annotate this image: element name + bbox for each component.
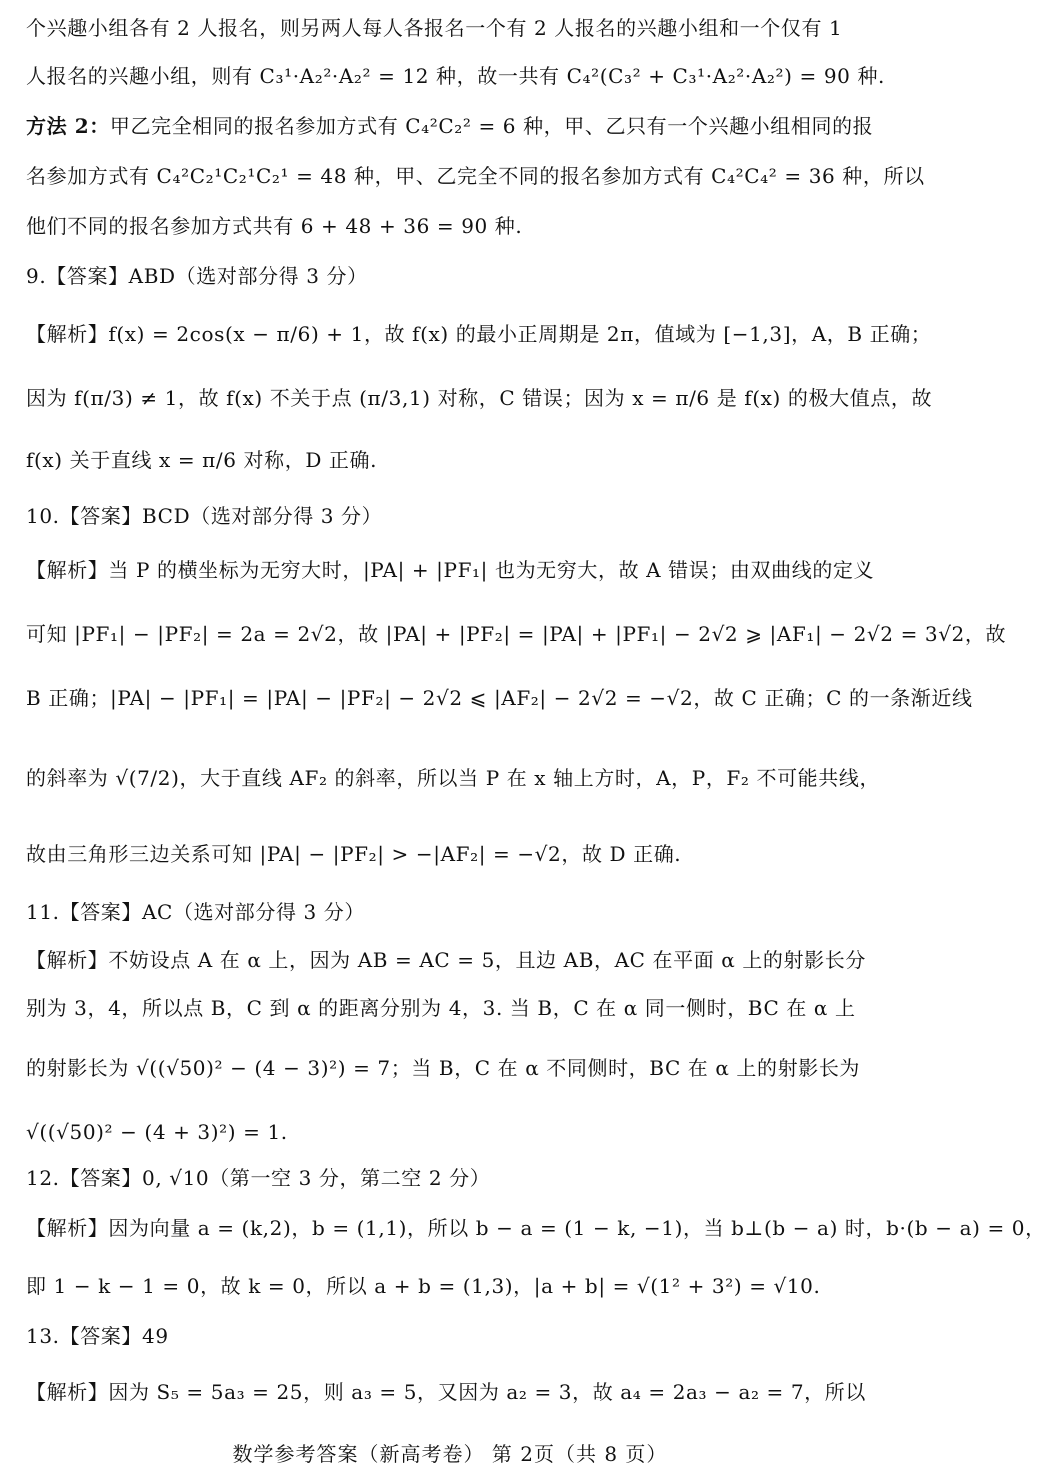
text-line: 即 1 − k − 1 = 0，故 k = 0，所以 a + b = (1,3)，|a + b| = √(1² + 3²) = √10. — [26, 1274, 821, 1298]
text-line: 的斜率为 √(7/2)，大于直线 AF₂ 的斜率，所以当 P 在 x 轴上方时，A，P，F₂ 不可能共线， — [26, 766, 881, 790]
text-line: 因为 f(π/3) ≠ 1，故 f(x) 不关于点 (π/3,1) 对称，C 错误；因为 x = π/6 是 f(x) 的极大值点，故 — [26, 386, 933, 410]
answer-heading-11: 11.【答案】AC（选对部分得 3 分） — [26, 900, 365, 924]
text-line: 可知 |PF₁| − |PF₂| = 2a = 2√2，故 |PA| + |PF₂| = |PA| + |PF₁| − 2√2 ⩾ |AF₁| − 2√2 = 3√2，故 — [26, 622, 1007, 646]
text-line: 人报名的兴趣小组，则有 C₃¹·A₂²·A₂² = 12 种，故一共有 C₄²(C₃² + C₃¹·A₂²·A₂²) = 90 种. — [26, 64, 886, 88]
text-line: 他们不同的报名参加方式共有 6 + 48 + 36 = 90 种. — [26, 214, 523, 238]
text-line: 【解析】当 P 的横坐标为无穷大时，|PA| + |PF₁| 也为无穷大，故 A 错误；由双曲线的定义 — [26, 558, 875, 582]
text-line: 名参加方式有 C₄²C₂¹C₂¹C₂¹ = 48 种，甲、乙完全不同的报名参加方式有 C₄²C₄² = 36 种，所以 — [26, 164, 925, 188]
text-line: √((√50)² − (4 + 3)²) = 1. — [26, 1120, 288, 1144]
text-line: 【解析】不妨设点 A 在 α 上，因为 AB = AC = 5，且边 AB，AC 在平面 α 上的射影长分 — [26, 948, 866, 972]
answer-heading-12: 12.【答案】0, √10（第一空 3 分，第二空 2 分） — [26, 1166, 491, 1190]
page-footer: 数学参考答案（新高考卷） 第 2页（共 8 页） — [232, 1442, 668, 1466]
text-line: B 正确；|PA| − |PF₁| = |PA| − |PF₂| − 2√2 ⩽ |AF₂| − 2√2 = −√2，故 C 正确；C 的一条渐近线 — [26, 686, 973, 710]
text-line: 故由三角形三边关系可知 |PA| − |PF₂| > −|AF₂| = −√2，故 D 正确. — [26, 842, 682, 866]
text-line: f(x) 关于直线 x = π/6 对称，D 正确. — [26, 448, 378, 472]
answer-heading-13: 13.【答案】49 — [26, 1324, 169, 1348]
text-line — [26, 112, 874, 140]
text-line: 别为 3，4，所以点 B，C 到 α 的距离分别为 4，3. 当 B，C 在 α 同一侧时，BC 在 α 上 — [26, 996, 856, 1020]
text-line-content: 甲乙完全相同的报名参加方式有 C₄²C₂² = 6 种，甲、乙只有一个兴趣小组相同的报 — [109, 114, 874, 138]
text-line: 的射影长为 √((√50)² − (4 − 3)²) = 7；当 B，C 在 α 不同侧时，BC 在 α 上的射影长为 — [26, 1056, 861, 1080]
answer-heading-9: 9.【答案】ABD（选对部分得 3 分） — [26, 264, 368, 288]
text-line: 【解析】因为 S₅ = 5a₃ = 25，则 a₃ = 5，又因为 a₂ = 3，故 a₄ = 2a₃ − a₂ = 7，所以 — [26, 1380, 866, 1404]
text-line: 【解析】f(x) = 2cos(x − π/6) + 1，故 f(x) 的最小正周期是 2π，值域为 [−1,3]，A，B 正确； — [26, 322, 932, 346]
answer-heading-10: 10.【答案】BCD（选对部分得 3 分） — [26, 504, 383, 528]
method-label: 方法 2： — [26, 114, 110, 138]
text-line: 【解析】因为向量 a = (k,2)，b = (1,1)，所以 b − a = (1 − k, −1)，当 b⊥(b − a) 时，b·(b − a) = 0， — [26, 1216, 1046, 1240]
text-line: 个兴趣小组各有 2 人报名，则另两人每人各报名一个有 2 人报名的兴趣小组和一个仅有 1 — [26, 16, 843, 40]
